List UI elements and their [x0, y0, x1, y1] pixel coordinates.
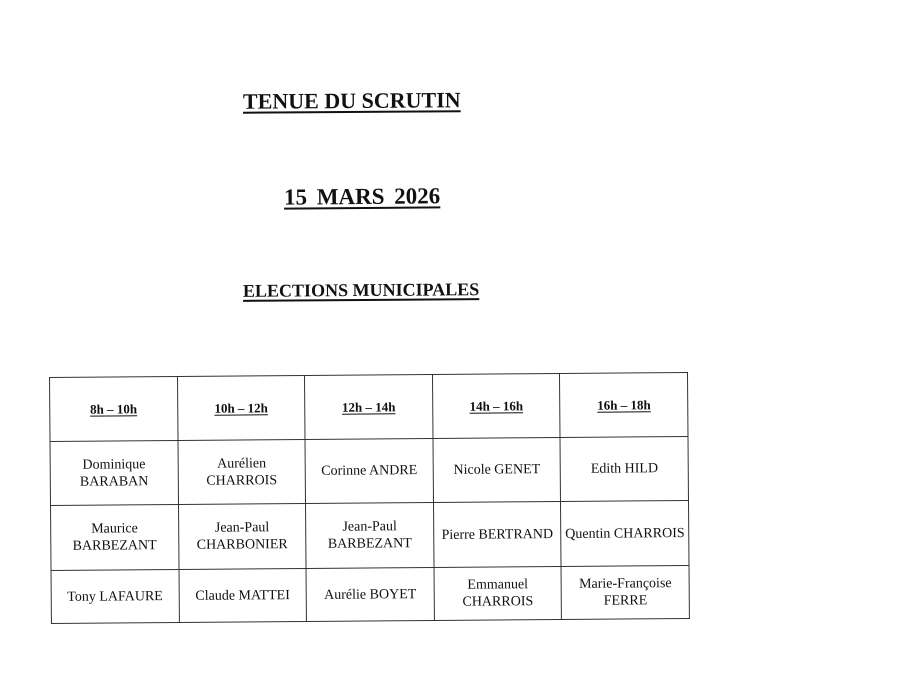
- assessor-name: Corinne ANDRE: [321, 463, 418, 479]
- time-slot-header: 16h – 18h: [560, 372, 688, 437]
- assessor-cell: [306, 502, 434, 568]
- time-slot-header: 12h – 14h: [305, 374, 433, 439]
- assessor-name: Jean-Paul CHARBONIER: [196, 520, 288, 553]
- time-slot-header: 8h – 10h: [50, 376, 178, 441]
- assessor-cell: [433, 437, 561, 502]
- assessor-cell: [561, 565, 689, 619]
- election-type: ELECTIONS MUNICIPALES: [242, 279, 480, 301]
- time-slot-header-row: [50, 372, 688, 441]
- assessor-name: Maurice BARBEZANT: [72, 521, 157, 554]
- assessor-name: Nicole GENET: [453, 462, 541, 478]
- assessor-cell: [50, 440, 178, 505]
- assessor-cell: [306, 567, 434, 621]
- assessor-name: Quentin CHARROIS: [565, 525, 685, 542]
- assessor-name: Dominique BARABAN: [79, 456, 149, 490]
- assessor-cell: [179, 568, 307, 622]
- assessor-cell: [178, 439, 306, 504]
- time-slot-header: 10h – 12h: [177, 375, 305, 440]
- table-row: [50, 436, 688, 505]
- assessor-cell: [305, 438, 433, 503]
- assessor-name: Pierre BERTRAND: [441, 526, 554, 543]
- election-date: 15 MARS 2026: [283, 183, 441, 210]
- assessor-cell: [51, 569, 179, 623]
- table-row: [51, 565, 689, 623]
- assessor-name: Aurélien CHARROIS: [206, 455, 278, 489]
- assessor-cell: [433, 501, 561, 567]
- assessor-name: Claude MATTEI: [195, 587, 290, 604]
- assessor-cell: [560, 436, 688, 501]
- assessor-cell: [178, 503, 306, 569]
- assessor-cell: [561, 500, 689, 566]
- table-row: [51, 500, 689, 570]
- assessor-name: Emmanuel CHARROIS: [462, 577, 534, 610]
- assessor-cell: [434, 566, 562, 620]
- schedule-table-container: [49, 372, 690, 624]
- assessor-name: Marie-Françoise FERRE: [579, 576, 672, 609]
- assessor-name: Aurélie BOYET: [324, 586, 417, 603]
- assessor-name: Tony LAFAURE: [67, 588, 163, 605]
- schedule-table: [49, 372, 690, 624]
- document-title: TENUE DU SCRUTIN: [242, 87, 461, 114]
- assessor-name: Jean-Paul BARBEZANT: [327, 519, 412, 552]
- assessor-cell: [51, 504, 179, 570]
- time-slot-header: 14h – 16h: [432, 373, 560, 438]
- assessor-name: Edith HILD: [590, 461, 659, 477]
